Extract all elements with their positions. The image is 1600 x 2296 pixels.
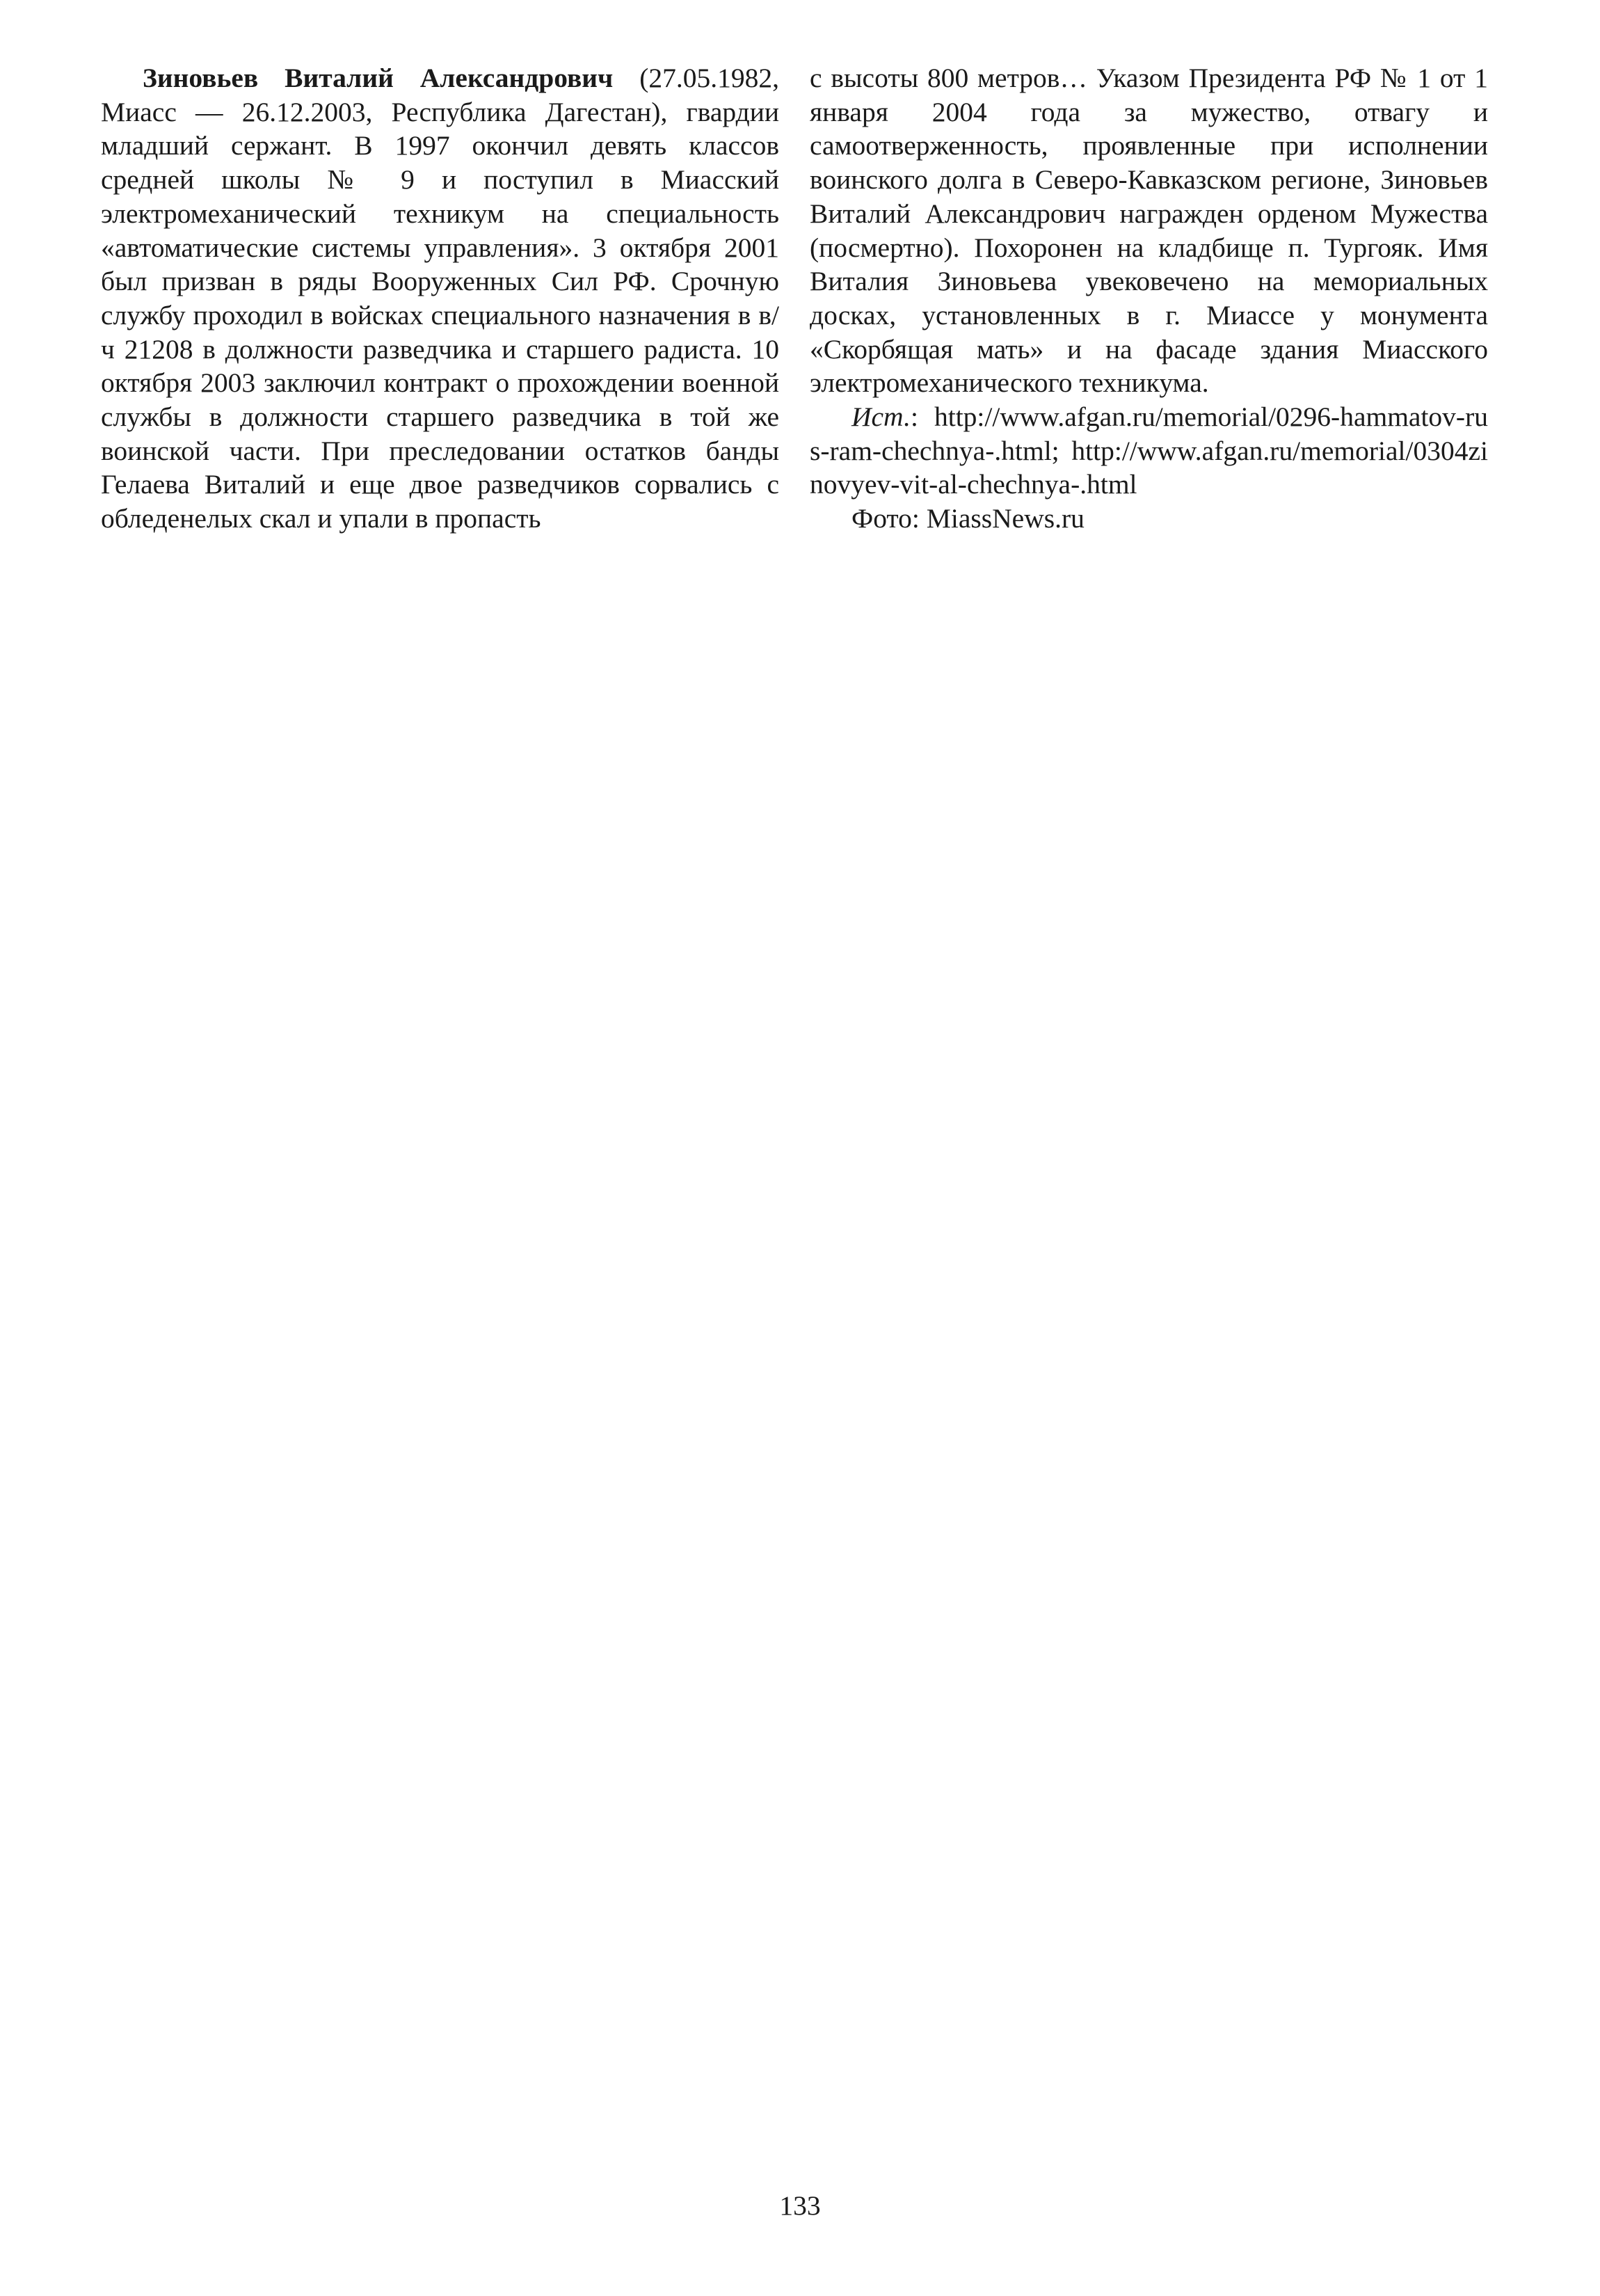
page-number: 133 [779,2190,821,2221]
photo-credit: Фото: MiassNews.ru [851,503,1085,534]
source-label: Ист. [851,401,911,433]
source-paragraph [810,400,1488,502]
person-name: Зиновьев Виталий Александрович [143,63,614,93]
entry-paragraph [101,61,779,536]
entry-continuation: с высоты 800 метров… Указом Президента РФ № 1 от 1 января 2004 года за мужество, отвагу и самоотверженность, проявленные при исполнении воинского долга в Северо-Кавказском регионе, Зиновьев Виталий Александрович награжден орденом Мужества (посмертно). Похоронен на кладбище п. Тургояк. Имя Виталия Зиновьева увековечено на мемориальных досках, установленных в г. Миассе у монумента «Скорбящая мать» и на фасаде здания Миасского электромеханического техникума. [810,63,1488,399]
entry-body-part1: (27.05.1982, Миасс — 26.12.2003, Республика Дагестан), гвардии младший сержант. В 1997 окончил девять классов средней школы № 9 и поступил в Миасский электромеханический техникум на специальность «автоматические системы управления». 3 октября 2001 был призван в ряды Вооруженных Сил РФ. Срочную службу проходил в войсках специального назначения в в/ч 21208 в должности разведчика и старшего радиста. 10 октября 2003 заключил контракт о прохождении военной службы в должности старшего разведчика в той же воинской части. При преследовании остатков банды Гелаева Виталий и еще двое разведчиков сорвались с обледенелых скал и упали в пропасть [101,63,779,534]
right-column [810,61,1488,536]
source-links: : http://www.afgan.ru/memorial/0296-hammatov-rus-ram-chechnya-.html; http://www.afgan.ru/memorial/0304zinovyev-vit-al-chechnya-.html [810,401,1488,500]
left-column [101,61,779,536]
